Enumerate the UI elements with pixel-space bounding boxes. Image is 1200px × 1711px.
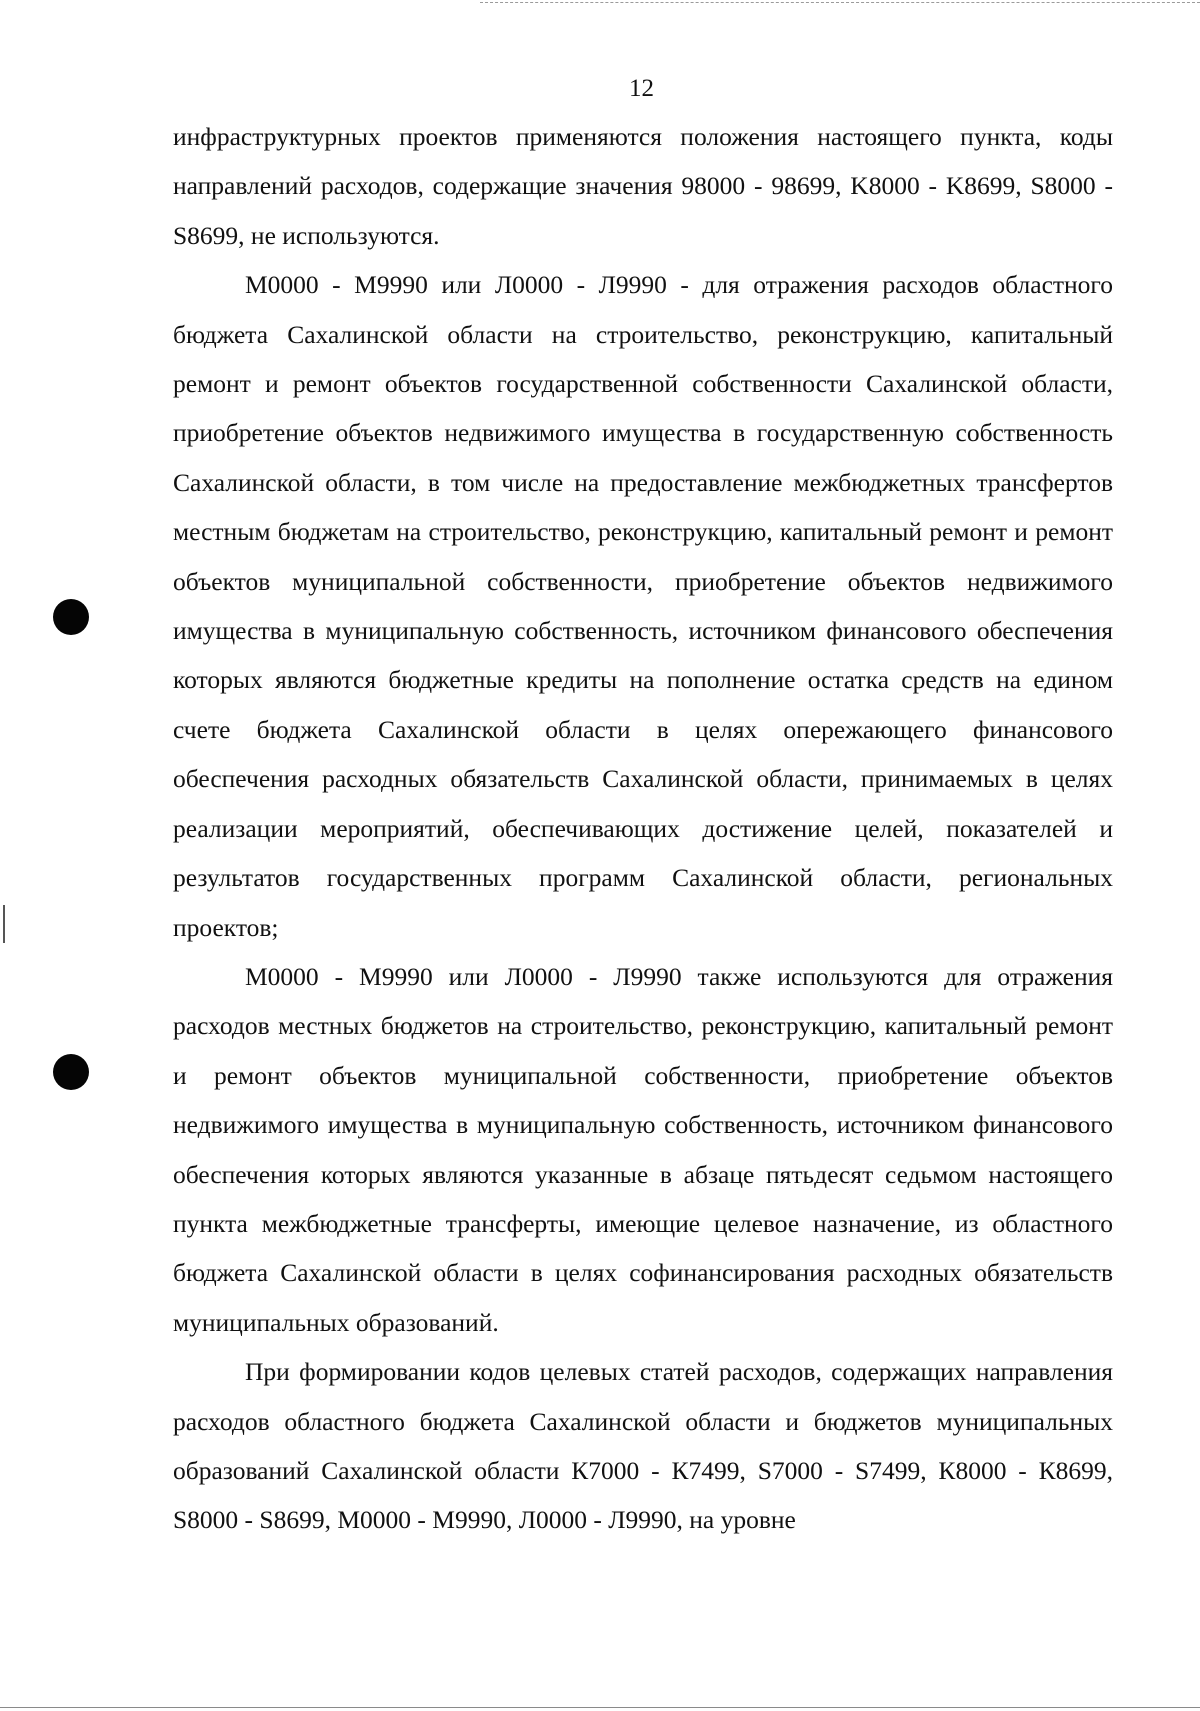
punch-hole-mark	[53, 599, 89, 635]
paragraph: М0000 - М9990 или Л0000 - Л9990 - для отражения расходов областного бюджета Сахалинской области на строительство, реконструкцию, капитальный ремонт и ремонт объектов государственной собственности Сахалинской области, приобретение объектов недвижимого имущества в государственную собственность Сахалинской области, в том числе на предоставление межбюджетных трансфертов местным бюджетам на строительство, реконструкцию, капитальный ремонт и ремонт объектов муниципальной собственности, приобретение объектов недвижимого имущества в муниципальную собственность, источником финансового обеспечения которых являются бюджетные кредиты на пополнение остатка средств на едином счете бюджета Сахалинской области в целях опережающего финансового обеспечения расходных обязательств Сахалинской области, принимаемых в целях реализации мероприятий, обеспечивающих достижение целей, показателей и результатов государственных программ Сахалинской области, региональных проектов;	[173, 270, 1113, 942]
paragraph: При формировании кодов целевых статей расходов, содержащих направления расходов областного бюджета Сахалинской области и бюджетов муниципальных образований Сахалинской области К7000 - К7499, S7000 - S7499, К8000 - К8699, S8000 - S8699, М0000 - М9990, Л0000 - Л9990, на уровне	[173, 1357, 1113, 1535]
scan-edge-top	[480, 2, 1200, 3]
punch-hole-mark	[53, 1054, 89, 1090]
scan-margin-mark	[3, 905, 5, 943]
body-text	[173, 112, 1113, 1545]
scan-edge-bottom	[0, 1707, 1200, 1708]
page-number: 12	[629, 75, 654, 102]
paragraph-continued: инфраструктурных проектов применяются положения настоящего пункта, коды направлений расходов, содержащие значения 98000 - 98699, K8000 - K8699, S8000 - S8699, не используются.	[173, 122, 1113, 250]
paragraph: М0000 - М9990 или Л0000 - Л9990 также используются для отражения расходов местных бюджетов на строительство, реконструкцию, капитальный ремонт и ремонт объектов муниципальной собственности, приобретение объектов недвижимого имущества в муниципальную собственность, источником финансового обеспечения которых являются указанные в абзаце пятьдесят седьмом настоящего пункта межбюджетные трансферты, имеющие целевое назначение, из областного бюджета Сахалинской области в целях софинансирования расходных обязательств муниципальных образований.	[173, 961, 1113, 1337]
